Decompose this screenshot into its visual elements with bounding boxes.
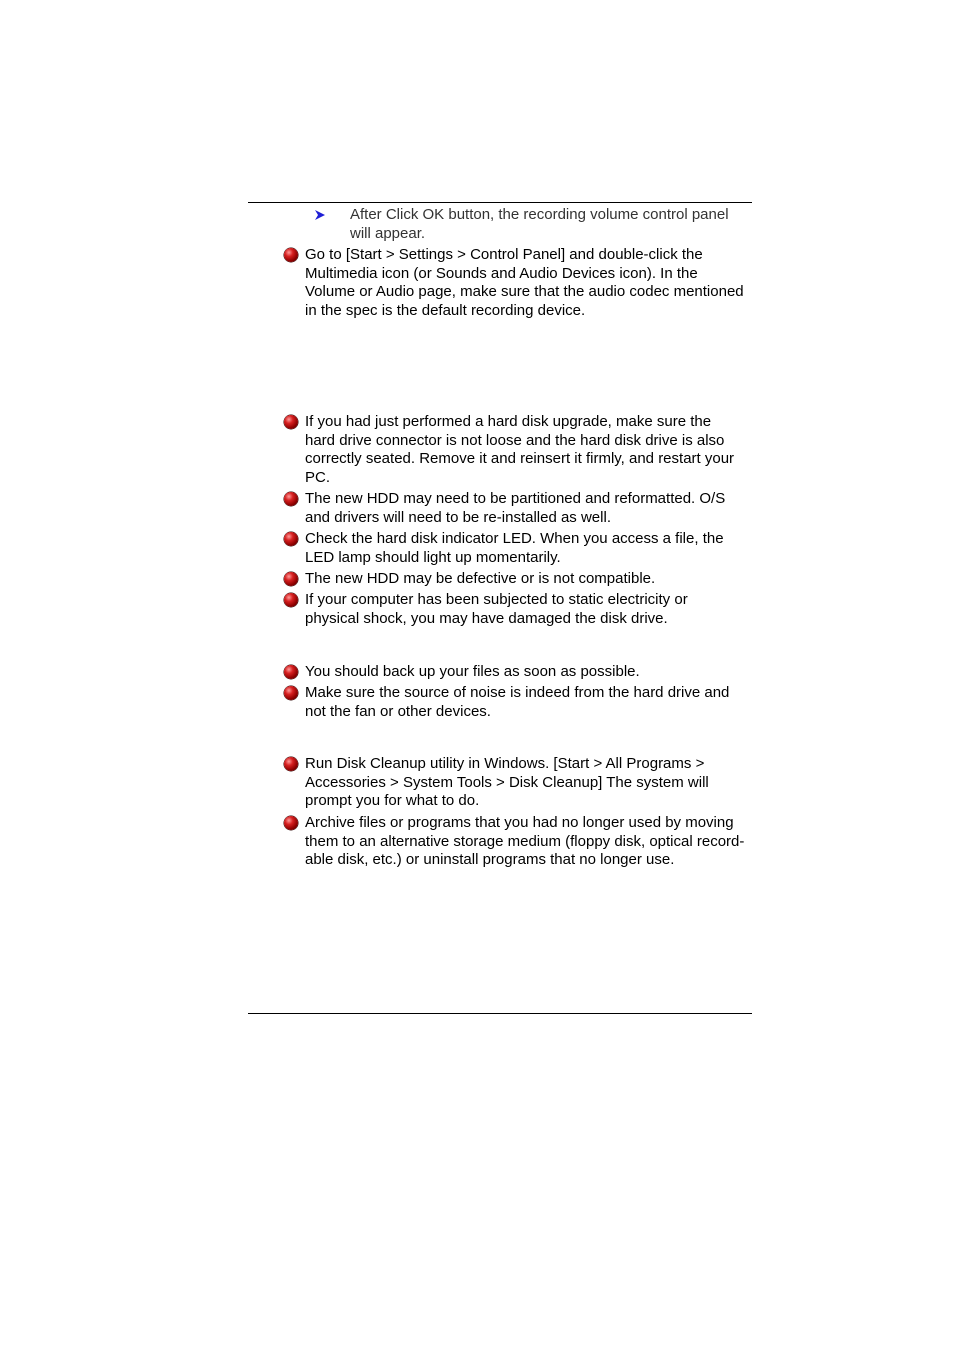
red-ball-bullet-icon [284, 492, 298, 506]
red-ball-bullet-icon [284, 248, 298, 262]
footer-rule [248, 1013, 752, 1014]
arrow-right-icon [313, 208, 327, 222]
bullet-text: The new HDD may need to be partitioned and reformatted. O/S and drivers will need to be re-installed as well. [305, 490, 726, 526]
red-ball-bullet-icon [284, 415, 298, 429]
bullet-text: You should back up your files as soon as possible. [305, 663, 640, 680]
bullet-text: Archive files or programs that you had no longer used by moving them to an alternative storage medium (floppy disk, optical record-able disk, etc.) or uninstall programs that no longer use. [305, 814, 745, 868]
bullet-text: Make sure the source of noise is indeed from the hard drive and not the fan or other devices. [305, 684, 730, 720]
red-ball-bullet-icon [284, 665, 298, 679]
red-ball-bullet-icon [284, 572, 298, 586]
red-ball-bullet-icon [284, 532, 298, 546]
bullet-text: The new HDD may be defective or is not compatible. [305, 570, 656, 587]
sub-list-item-text: After Click OK button, the recording volume control panel will appear. [350, 206, 729, 242]
red-ball-bullet-icon [284, 816, 298, 830]
header-rule [248, 202, 752, 203]
red-ball-bullet-icon [284, 686, 298, 700]
bullet-text: Go to [Start > Settings > Control Panel] and double-click the Multimedia icon (or Sounds and Audio Devices icon). In the Volume or Audio page, make sure that the audio codec mentioned in the spec is the default recording device. [305, 246, 744, 319]
bullet-text: If your computer has been subjected to static electricity or physical shock, you may have damaged the disk drive. [305, 591, 688, 627]
bullet-text: If you had just performed a hard disk upgrade, make sure the hard drive connector is not loose and the hard disk drive is also correctly seated. Remove it and reinsert it firmly, and restart your PC. [305, 413, 735, 486]
bullet-text: Check the hard disk indicator LED. When you access a file, the LED lamp should light up momentarily. [305, 530, 724, 566]
bullet-text: Run Disk Cleanup utility in Windows. [Start > All Programs > Accessories > System Tools > Disk Cleanup] The system will prompt you for what to do. [305, 755, 709, 809]
red-ball-bullet-icon [284, 757, 298, 771]
red-ball-bullet-icon [284, 593, 298, 607]
